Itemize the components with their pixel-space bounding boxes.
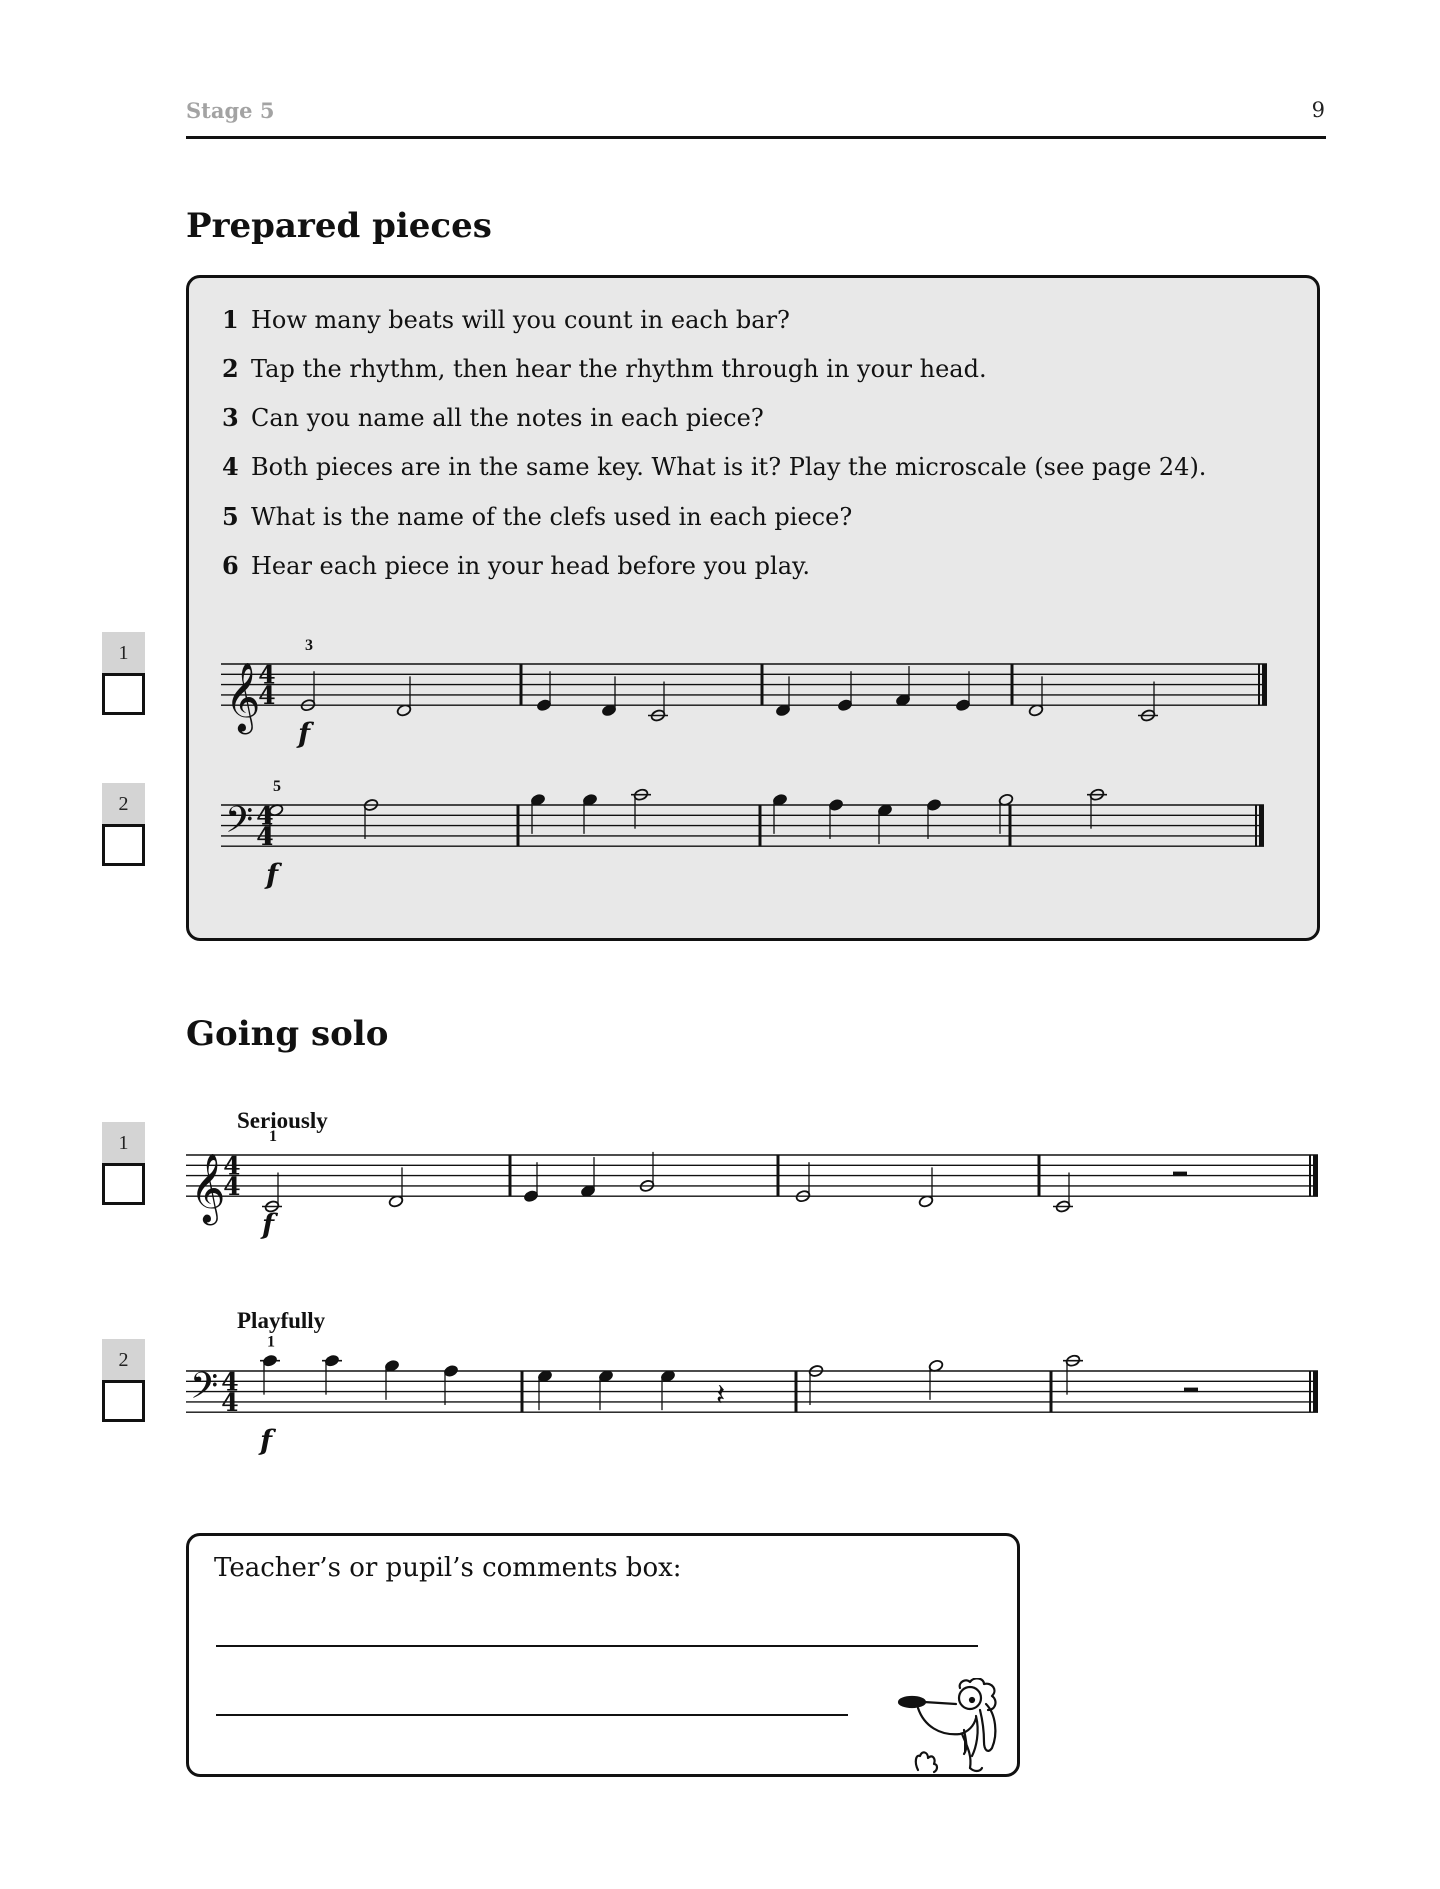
barline xyxy=(1009,805,1012,846)
section-title-prepared: Prepared pieces xyxy=(186,206,492,246)
comment-writing-line[interactable] xyxy=(216,1714,848,1716)
dynamic-forte: f xyxy=(261,1208,275,1242)
time-signature-bottom: 4 xyxy=(256,822,274,852)
final-barline-thick xyxy=(1313,1371,1318,1412)
question-text: Both pieces are in the same key. What is it? Play the microscale (see page 24). xyxy=(251,453,1207,481)
question-number: 2 xyxy=(222,354,239,383)
time-signature-top: 4 xyxy=(221,1367,239,1397)
final-barline-thin xyxy=(1309,1155,1311,1196)
barline xyxy=(521,1371,524,1412)
badge-number: 2 xyxy=(102,1339,145,1380)
barline xyxy=(1038,1155,1041,1196)
question-text: Tap the rhythm, then hear the rhythm through in your head. xyxy=(251,355,987,383)
time-signature-top: 4 xyxy=(258,660,276,690)
treble-clef-icon: 𝄞 xyxy=(225,662,261,733)
running-head: Stage 5 xyxy=(186,98,275,123)
question-text: What is the name of the clefs used in each piece? xyxy=(251,503,853,531)
barline xyxy=(509,1155,512,1196)
question-text: Hear each piece in your head before you play. xyxy=(251,552,811,580)
half-rest xyxy=(1173,1172,1187,1177)
barline xyxy=(517,805,520,846)
fingering-number: 1 xyxy=(267,1333,275,1351)
badge-number: 1 xyxy=(102,632,145,673)
quarter-rest: 𝄽 xyxy=(716,1377,726,1413)
barline xyxy=(761,664,764,705)
time-signature-bottom: 4 xyxy=(258,681,276,711)
cartoon-dog-icon xyxy=(888,1678,1016,1774)
half-rest xyxy=(1184,1388,1198,1393)
question-number: 6 xyxy=(222,551,239,580)
fingering-number: 3 xyxy=(305,637,313,654)
final-barline-thick xyxy=(1313,1155,1318,1196)
dynamic-forte: f xyxy=(265,858,279,892)
tempo-marking: Seriously xyxy=(237,1108,328,1133)
question-number: 3 xyxy=(222,403,239,432)
bass-clef-icon: 𝄢 xyxy=(225,799,254,850)
final-barline-thin xyxy=(1255,805,1257,846)
fingering-number: 1 xyxy=(269,1128,277,1145)
barline xyxy=(759,805,762,846)
time-signature-bottom: 4 xyxy=(221,1388,239,1418)
comment-writing-line[interactable] xyxy=(216,1645,978,1647)
page-number: 9 xyxy=(1311,98,1325,122)
question-text: How many beats will you count in each bar? xyxy=(251,306,790,334)
section-title-solo: Going solo xyxy=(186,1014,389,1054)
question-number: 4 xyxy=(222,452,239,481)
barline xyxy=(1011,664,1014,705)
time-signature-top: 4 xyxy=(223,1151,241,1181)
fingering-number: 5 xyxy=(273,778,281,795)
barline xyxy=(1050,1371,1053,1412)
barline xyxy=(520,664,523,705)
dynamic-forte: f xyxy=(297,717,311,751)
final-barline-thin xyxy=(1309,1371,1311,1412)
badge-number: 1 xyxy=(102,1122,145,1163)
dynamic-forte: f xyxy=(259,1424,273,1458)
question-number: 1 xyxy=(222,305,239,334)
barline xyxy=(795,1371,798,1412)
time-signature-top: 4 xyxy=(256,801,274,831)
badge-number: 2 xyxy=(102,783,145,824)
final-barline-thin xyxy=(1258,664,1260,705)
question-text: Can you name all the notes in each piece? xyxy=(251,404,764,432)
final-barline-thick xyxy=(1259,805,1264,846)
comments-label: Teacher’s or pupil’s comments box: xyxy=(214,1553,682,1583)
time-signature-bottom: 4 xyxy=(223,1172,241,1202)
question-number: 5 xyxy=(222,502,239,531)
tempo-marking: Playfully xyxy=(237,1308,326,1333)
barline xyxy=(777,1155,780,1196)
bass-clef-icon: 𝄢 xyxy=(190,1365,219,1416)
treble-clef-icon: 𝄞 xyxy=(190,1153,226,1224)
final-barline-thick xyxy=(1262,664,1267,705)
